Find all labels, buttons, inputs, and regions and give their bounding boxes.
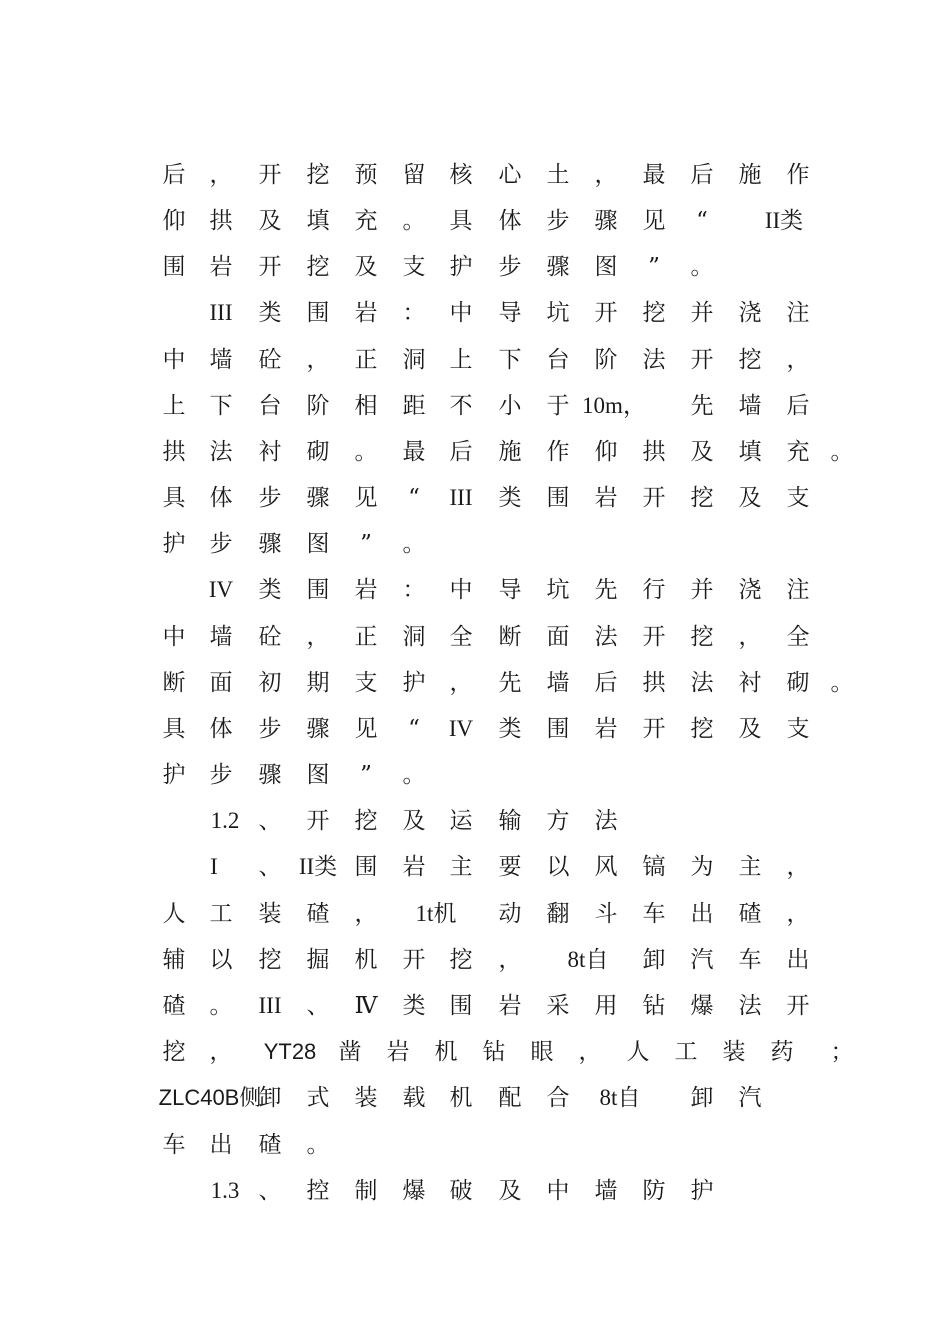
text-glyph: 药 — [770, 1039, 794, 1065]
text-glyph: 护 — [449, 254, 473, 280]
text-glyph: 防 — [642, 1178, 666, 1204]
text-glyph: 。 — [402, 208, 426, 234]
text-glyph: 施 — [498, 439, 522, 465]
text-glyph: 、 — [258, 1178, 282, 1204]
text-glyph: 。 — [830, 670, 854, 696]
text-glyph: 心 — [498, 162, 522, 188]
text-glyph: 爆 — [690, 993, 714, 1019]
text-glyph: 注 — [786, 300, 810, 326]
text-glyph: 充 — [354, 208, 378, 234]
text-glyph: 载 — [402, 1085, 426, 1111]
text-glyph: 机 — [434, 1039, 458, 1065]
text-glyph: 类 — [498, 485, 522, 511]
text-glyph: 岩 — [594, 485, 618, 511]
text-glyph: 步 — [209, 531, 233, 557]
text-glyph: 面 — [209, 670, 233, 696]
text-glyph: 于 — [546, 393, 570, 419]
text-glyph: ， — [498, 947, 522, 973]
text-glyph: 掘 — [306, 947, 330, 973]
text-glyph: 岩 — [594, 716, 618, 742]
text-glyph: 及 — [498, 1178, 522, 1204]
text-glyph: 类 — [258, 300, 282, 326]
text-glyph: 充 — [786, 439, 810, 465]
text-glyph: 斗 — [594, 901, 618, 927]
text-glyph: 围 — [449, 993, 473, 1019]
text-glyph: 骤 — [594, 208, 618, 234]
text-glyph: 全 — [449, 624, 473, 650]
text-glyph: 及 — [258, 208, 282, 234]
text-glyph: 中 — [162, 624, 186, 650]
text-glyph: Ⅳ — [354, 993, 378, 1019]
text-glyph: 开 — [258, 162, 282, 188]
text-glyph: ， — [786, 347, 810, 373]
text-glyph: 。 — [306, 1132, 330, 1158]
text-glyph: 挖 — [162, 1039, 186, 1065]
text-glyph: 及 — [738, 716, 762, 742]
text-glyph: 法 — [738, 993, 762, 1019]
text-glyph: 填 — [306, 208, 330, 234]
text-glyph: 挖 — [690, 624, 714, 650]
text-glyph: 拱 — [642, 439, 666, 465]
text-glyph: 体 — [209, 716, 233, 742]
text-glyph: ， — [786, 901, 810, 927]
text-glyph: 留 — [402, 162, 426, 188]
text-glyph: ， — [738, 624, 762, 650]
text-glyph: 10m， — [582, 393, 646, 418]
text-glyph: 及 — [690, 439, 714, 465]
text-glyph: ” — [648, 254, 660, 280]
text-glyph: 骤 — [306, 716, 330, 742]
text-glyph: 图 — [594, 254, 618, 280]
text-glyph: 爆 — [402, 1178, 426, 1204]
text-glyph: 为 — [690, 854, 714, 880]
text-glyph: 护 — [162, 531, 186, 557]
text-glyph: 围 — [306, 577, 330, 603]
text-glyph: 法 — [209, 439, 233, 465]
text-glyph: 步 — [209, 762, 233, 788]
text-glyph: 见 — [354, 716, 378, 742]
text-glyph: 支 — [786, 485, 810, 511]
text-glyph: 断 — [162, 670, 186, 696]
text-glyph: 先 — [498, 670, 522, 696]
text-glyph: 小 — [498, 393, 522, 419]
text-glyph: 步 — [498, 254, 522, 280]
text-glyph: 上 — [449, 347, 473, 373]
text-glyph: 机 — [449, 1085, 473, 1111]
text-glyph: 施 — [738, 162, 762, 188]
text-glyph: ： — [402, 577, 426, 603]
text-glyph: 开 — [594, 300, 618, 326]
text-glyph: 挖 — [690, 485, 714, 511]
text-glyph: 具 — [162, 485, 186, 511]
text-glyph: 翻 — [546, 901, 570, 927]
text-glyph: “ — [408, 716, 420, 742]
text-glyph: 法 — [594, 624, 618, 650]
text-glyph: 行 — [642, 577, 666, 603]
text-glyph: 围 — [306, 300, 330, 326]
text-glyph: 岩 — [498, 993, 522, 1019]
text-glyph: 合 — [546, 1085, 570, 1111]
text-glyph: 见 — [354, 485, 378, 511]
text-glyph: 钻 — [642, 993, 666, 1019]
text-glyph: 车 — [642, 901, 666, 927]
text-glyph: 上 — [162, 393, 186, 419]
text-glyph: 挖 — [306, 254, 330, 280]
text-glyph: “ — [696, 208, 708, 234]
text-glyph: 并 — [690, 577, 714, 603]
text-glyph: 钻 — [482, 1039, 506, 1065]
text-glyph: 下 — [498, 347, 522, 373]
text-glyph: 最 — [642, 162, 666, 188]
text-glyph: 开 — [258, 254, 282, 280]
text-glyph: 主 — [738, 854, 762, 880]
text-glyph: 出 — [690, 901, 714, 927]
text-glyph: 1t机 — [415, 901, 457, 926]
text-glyph: 出 — [209, 1132, 233, 1158]
text-glyph: 围 — [162, 254, 186, 280]
text-glyph: 衬 — [258, 439, 282, 465]
text-glyph: 开 — [642, 485, 666, 511]
text-glyph: 、 — [258, 854, 282, 880]
text-glyph: 挖 — [642, 300, 666, 326]
text-glyph: 骤 — [546, 254, 570, 280]
text-glyph: 汽 — [690, 947, 714, 973]
text-glyph: 及 — [354, 254, 378, 280]
text-glyph: 工 — [674, 1039, 698, 1065]
text-glyph: 动 — [498, 901, 522, 927]
text-glyph: 8t自 — [567, 947, 609, 972]
text-glyph: III — [449, 485, 473, 510]
text-glyph: 挖 — [449, 947, 473, 973]
text-glyph: ， — [786, 854, 810, 880]
text-glyph: 浇 — [738, 300, 762, 326]
text-glyph: 正 — [354, 624, 378, 650]
text-glyph: 围 — [546, 716, 570, 742]
text-glyph: 碴 — [306, 901, 330, 927]
text-glyph: 以 — [209, 947, 233, 973]
text-glyph: 及 — [402, 808, 426, 834]
text-glyph: ， — [354, 901, 378, 927]
text-glyph: 凿 — [338, 1039, 362, 1065]
text-glyph: 开 — [690, 347, 714, 373]
text-glyph: 。 — [690, 254, 714, 280]
text-glyph: 土 — [546, 162, 570, 188]
text-glyph: II类 — [764, 208, 804, 233]
text-glyph: 核 — [449, 162, 473, 188]
text-glyph: 不 — [449, 393, 473, 419]
text-glyph: I — [210, 854, 218, 879]
text-glyph: 墙 — [546, 670, 570, 696]
text-glyph: 预 — [354, 162, 378, 188]
text-glyph: 下 — [209, 393, 233, 419]
text-glyph: 开 — [306, 808, 330, 834]
text-glyph: 浇 — [738, 577, 762, 603]
text-glyph: 断 — [498, 624, 522, 650]
text-glyph: 输 — [498, 808, 522, 834]
text-glyph: 主 — [449, 854, 473, 880]
text-glyph: 仰 — [594, 439, 618, 465]
text-glyph: 支 — [402, 254, 426, 280]
text-glyph: 后 — [162, 162, 186, 188]
text-glyph: ZLC40B侧 — [158, 1085, 262, 1110]
text-glyph: 开 — [642, 624, 666, 650]
text-glyph: 车 — [738, 947, 762, 973]
text-glyph: 法 — [690, 670, 714, 696]
text-glyph: 人 — [162, 901, 186, 927]
text-glyph: 护 — [402, 670, 426, 696]
text-glyph: 台 — [258, 393, 282, 419]
text-glyph: “ — [408, 485, 420, 511]
text-glyph: 墙 — [209, 347, 233, 373]
text-glyph: ， — [209, 162, 233, 188]
text-glyph: 围 — [546, 485, 570, 511]
text-glyph: 控 — [306, 1178, 330, 1204]
text-glyph: 机 — [354, 947, 378, 973]
text-glyph: ， — [594, 162, 618, 188]
text-glyph: 墙 — [738, 393, 762, 419]
text-glyph: 图 — [306, 531, 330, 557]
text-glyph: ” — [360, 531, 372, 557]
text-glyph: 砌 — [786, 670, 810, 696]
text-glyph: 先 — [594, 577, 618, 603]
text-glyph: 碴 — [162, 993, 186, 1019]
text-glyph: 图 — [306, 762, 330, 788]
text-glyph: ， — [306, 347, 330, 373]
text-glyph: 岩 — [354, 300, 378, 326]
text-glyph: 拱 — [209, 208, 233, 234]
text-glyph: 砼 — [258, 347, 282, 373]
text-glyph: 砌 — [306, 439, 330, 465]
text-glyph: 风 — [594, 854, 618, 880]
text-glyph: 配 — [498, 1085, 522, 1111]
text-glyph: 制 — [354, 1178, 378, 1204]
text-glyph: 拱 — [162, 439, 186, 465]
text-glyph: 卸 — [258, 1085, 282, 1111]
text-glyph: 导 — [498, 577, 522, 603]
text-glyph: ， — [306, 624, 330, 650]
text-glyph: 采 — [546, 993, 570, 1019]
text-glyph: 正 — [354, 347, 378, 373]
text-glyph: 支 — [354, 670, 378, 696]
text-glyph: YT28 — [263, 1039, 317, 1064]
text-glyph: 后 — [594, 670, 618, 696]
text-glyph: 辅 — [162, 947, 186, 973]
text-glyph: 中 — [162, 347, 186, 373]
text-glyph: 。 — [402, 762, 426, 788]
text-glyph: 。 — [402, 531, 426, 557]
text-glyph: 注 — [786, 577, 810, 603]
text-glyph: ” — [360, 762, 372, 788]
text-glyph: 阶 — [594, 347, 618, 373]
text-glyph: 拱 — [642, 670, 666, 696]
text-glyph: II类 — [298, 854, 338, 879]
text-glyph: 中 — [449, 577, 473, 603]
text-glyph: 体 — [209, 485, 233, 511]
text-glyph: 挖 — [354, 808, 378, 834]
text-glyph: 类 — [258, 577, 282, 603]
text-glyph: 装 — [722, 1039, 746, 1065]
text-glyph: 仰 — [162, 208, 186, 234]
text-glyph: IV — [208, 577, 234, 602]
text-glyph: 步 — [258, 716, 282, 742]
text-glyph: ， — [578, 1039, 602, 1065]
text-glyph: 眼 — [530, 1039, 554, 1065]
text-glyph: 洞 — [402, 347, 426, 373]
text-glyph: 开 — [786, 993, 810, 1019]
text-glyph: 骤 — [258, 762, 282, 788]
text-glyph: 后 — [449, 439, 473, 465]
text-glyph: 挖 — [306, 162, 330, 188]
text-glyph: 具 — [449, 208, 473, 234]
text-glyph: 式 — [306, 1085, 330, 1111]
text-glyph: 岩 — [386, 1039, 410, 1065]
text-glyph: 挖 — [690, 716, 714, 742]
text-glyph: 护 — [162, 762, 186, 788]
text-glyph: 。 — [209, 993, 233, 1019]
text-glyph: 导 — [498, 300, 522, 326]
text-glyph: 步 — [546, 208, 570, 234]
text-glyph: 台 — [546, 347, 570, 373]
text-glyph: III — [258, 993, 282, 1018]
text-glyph: 。 — [830, 439, 854, 465]
text-glyph: 出 — [786, 947, 810, 973]
text-glyph: 车 — [162, 1132, 186, 1158]
text-glyph: 开 — [642, 716, 666, 742]
text-glyph: 以 — [546, 854, 570, 880]
text-glyph: 类 — [498, 716, 522, 742]
text-glyph: 骤 — [258, 531, 282, 557]
text-glyph: 后 — [690, 162, 714, 188]
text-glyph: 围 — [354, 854, 378, 880]
text-glyph: 作 — [546, 439, 570, 465]
text-glyph: 中 — [546, 1178, 570, 1204]
text-glyph: 护 — [690, 1178, 714, 1204]
text-glyph: 挖 — [258, 947, 282, 973]
text-glyph: 填 — [738, 439, 762, 465]
text-glyph: 挖 — [738, 347, 762, 373]
text-glyph: 面 — [546, 624, 570, 650]
text-glyph: 汽 — [738, 1085, 762, 1111]
text-glyph: 工 — [209, 901, 233, 927]
text-glyph: 1.2 — [210, 808, 240, 833]
text-glyph: III — [209, 300, 233, 325]
text-glyph: 法 — [642, 347, 666, 373]
text-glyph: 初 — [258, 670, 282, 696]
text-glyph: 方 — [546, 808, 570, 834]
text-glyph: 阶 — [306, 393, 330, 419]
text-glyph: ， — [449, 670, 473, 696]
text-glyph: 及 — [738, 485, 762, 511]
text-glyph: 、 — [306, 993, 330, 1019]
text-glyph: 1.3 — [210, 1178, 240, 1203]
text-glyph: 开 — [402, 947, 426, 973]
text-glyph: 作 — [786, 162, 810, 188]
text-glyph: 人 — [626, 1039, 650, 1065]
text-glyph: 卸 — [642, 947, 666, 973]
text-glyph: 镐 — [642, 854, 666, 880]
text-glyph: 要 — [498, 854, 522, 880]
text-glyph: 先 — [690, 393, 714, 419]
text-glyph: 墙 — [594, 1178, 618, 1204]
text-glyph: 衬 — [738, 670, 762, 696]
text-glyph: 距 — [402, 393, 426, 419]
text-glyph: 相 — [354, 393, 378, 419]
text-glyph: 支 — [786, 716, 810, 742]
text-glyph: 步 — [258, 485, 282, 511]
text-glyph: 类 — [402, 993, 426, 1019]
text-glyph: 装 — [354, 1085, 378, 1111]
text-glyph: 破 — [449, 1178, 473, 1204]
text-glyph: 骤 — [306, 485, 330, 511]
text-glyph: 砼 — [258, 624, 282, 650]
text-glyph: 岩 — [209, 254, 233, 280]
text-glyph: 坑 — [546, 577, 570, 603]
text-glyph: 全 — [786, 624, 810, 650]
text-glyph: 中 — [449, 300, 473, 326]
text-glyph: 。 — [354, 439, 378, 465]
text-glyph: 卸 — [690, 1085, 714, 1111]
text-glyph: 碴 — [258, 1132, 282, 1158]
text-glyph: 碴 — [738, 901, 762, 927]
text-glyph: ： — [402, 300, 426, 326]
text-glyph: 坑 — [546, 300, 570, 326]
text-glyph: 最 — [402, 439, 426, 465]
text-glyph: 装 — [258, 901, 282, 927]
text-glyph: 期 — [306, 670, 330, 696]
text-glyph: 体 — [498, 208, 522, 234]
text-glyph: 后 — [786, 393, 810, 419]
text-glyph: 墙 — [209, 624, 233, 650]
text-glyph: 8t自 — [599, 1085, 641, 1110]
text-glyph: 岩 — [354, 577, 378, 603]
text-glyph: 洞 — [402, 624, 426, 650]
text-glyph: 见 — [642, 208, 666, 234]
text-glyph: ； — [830, 1039, 854, 1065]
text-glyph: 法 — [594, 808, 618, 834]
text-glyph: 运 — [449, 808, 473, 834]
text-glyph: 岩 — [402, 854, 426, 880]
text-glyph: 、 — [258, 808, 282, 834]
text-glyph: 具 — [162, 716, 186, 742]
text-glyph: 并 — [690, 300, 714, 326]
text-glyph: 用 — [594, 993, 618, 1019]
text-glyph: IV — [448, 716, 474, 741]
text-glyph: ， — [209, 1039, 233, 1065]
